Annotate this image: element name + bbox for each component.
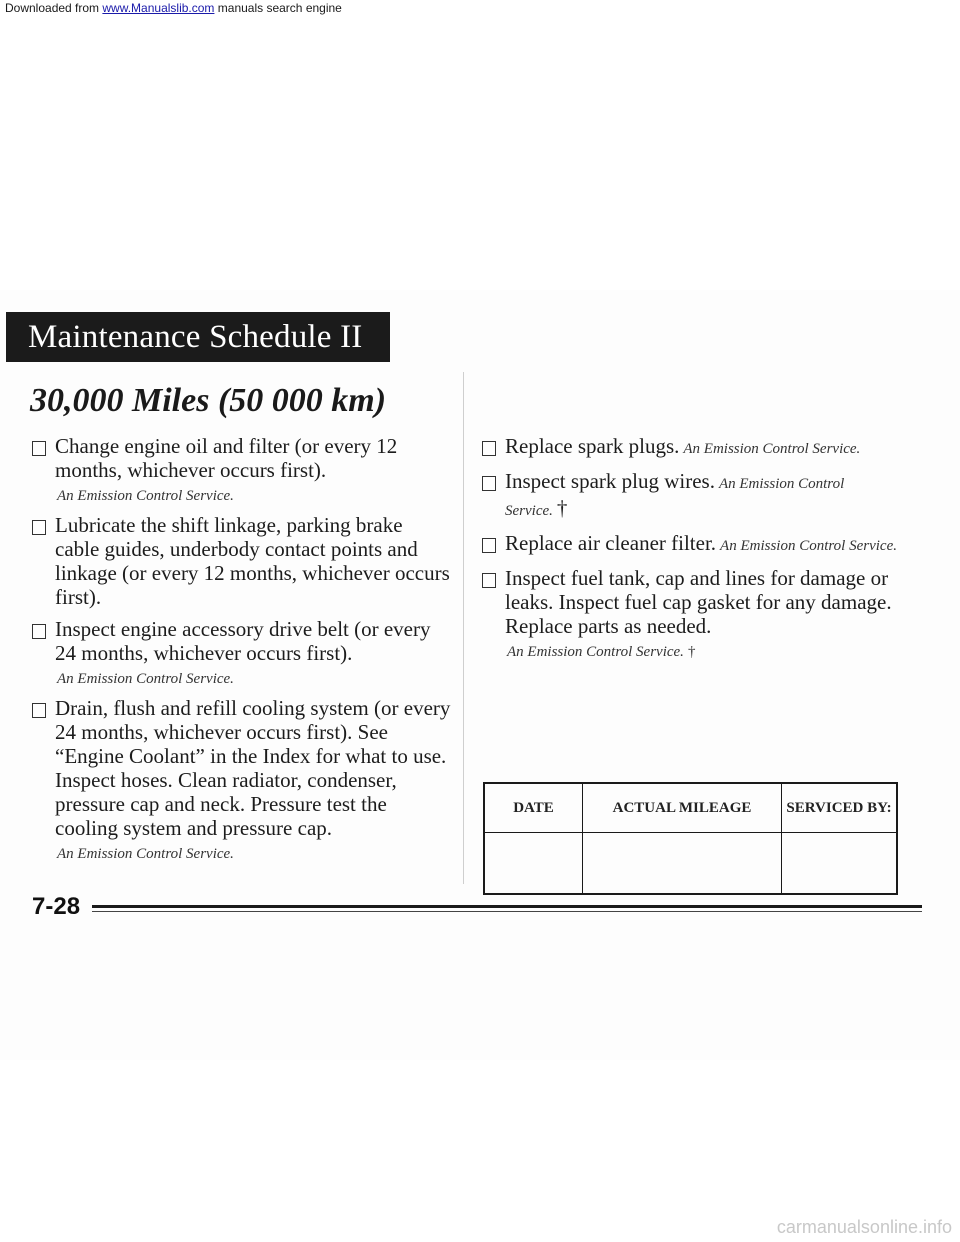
checkbox-icon[interactable] bbox=[482, 538, 496, 553]
left-column bbox=[32, 434, 452, 871]
item-text: Inspect spark plug wires. bbox=[505, 469, 715, 493]
checklist-item bbox=[32, 434, 452, 505]
checkbox-icon[interactable] bbox=[482, 573, 496, 588]
table-header-mileage: ACTUAL MILEAGE bbox=[583, 783, 782, 833]
checklist-item bbox=[32, 696, 452, 863]
dagger-mark: † bbox=[556, 496, 568, 520]
item-note: An Emission Control Service. bbox=[683, 441, 861, 457]
table-header-date: DATE bbox=[484, 783, 583, 833]
schedule-header: Maintenance Schedule II bbox=[6, 312, 390, 362]
checklist-item bbox=[482, 566, 902, 661]
checkbox-icon[interactable] bbox=[482, 441, 496, 456]
item-note: An Emission Control Service. bbox=[57, 488, 234, 504]
checkbox-icon[interactable] bbox=[32, 703, 46, 718]
checklist-item bbox=[32, 513, 452, 609]
checklist-item bbox=[482, 469, 902, 523]
column-divider bbox=[463, 372, 464, 884]
download-suffix: manuals search engine bbox=[214, 1, 342, 15]
item-text: Replace spark plugs. bbox=[505, 434, 680, 458]
item-note: An Emission Control Service. bbox=[57, 671, 234, 687]
manualslib-link[interactable]: www.Manualslib.com bbox=[102, 1, 215, 15]
item-text: Lubricate the shift linkage, parking brake cable guides, underbody contact points and linkage (or every 12 months, whichever occurs first). bbox=[55, 513, 450, 609]
item-note: An Emission Control Service. bbox=[505, 476, 845, 519]
checkbox-icon[interactable] bbox=[32, 441, 46, 456]
right-column bbox=[482, 434, 902, 669]
download-prefix: Downloaded from bbox=[5, 1, 103, 15]
item-note: An Emission Control Service. bbox=[57, 846, 234, 862]
watermark: carmanualsonline.info bbox=[776, 1217, 952, 1237]
table-row bbox=[484, 833, 897, 895]
checklist-item bbox=[482, 434, 902, 461]
table-header-serviced-by: SERVICED BY: bbox=[782, 783, 898, 833]
item-text: Change engine oil and filter (or every 12 months, whichever occurs first). bbox=[55, 434, 398, 482]
date-cell[interactable] bbox=[484, 833, 583, 895]
checkbox-icon[interactable] bbox=[32, 520, 46, 535]
footer-rule-thin bbox=[92, 911, 922, 912]
item-text: Drain, flush and refill cooling system (or every 24 months, whichever occurs first). See “Engine Coolant” in the Index for what to use. Inspect hoses. Clean radiator, condenser, pressure cap and neck. Pressure test the cooling system and pressure cap. bbox=[55, 696, 451, 840]
mileage-cell[interactable] bbox=[583, 833, 782, 895]
page-number: 7-28 bbox=[32, 893, 81, 920]
footer-rule bbox=[92, 905, 922, 908]
dagger-mark: † bbox=[687, 644, 696, 660]
service-record-table bbox=[483, 782, 898, 895]
item-note: An Emission Control Service. bbox=[720, 538, 897, 554]
checklist-item bbox=[482, 531, 902, 558]
item-text: Inspect engine accessory drive belt (or every 24 months, whichever occurs first). bbox=[55, 617, 431, 665]
serviced-by-cell[interactable] bbox=[782, 833, 898, 895]
checkbox-icon[interactable] bbox=[482, 476, 496, 491]
item-text: Inspect fuel tank, cap and lines for damage or leaks. Inspect fuel cap gasket for any damage. Replace parts as needed. bbox=[505, 566, 892, 638]
item-note: An Emission Control Service. bbox=[507, 644, 684, 660]
section-title: 30,000 Miles (50 000 km) bbox=[30, 382, 387, 419]
checkbox-icon[interactable] bbox=[32, 624, 46, 639]
item-text: Replace air cleaner filter. bbox=[505, 531, 717, 555]
checklist-item bbox=[32, 617, 452, 688]
download-notice bbox=[5, 1, 342, 15]
